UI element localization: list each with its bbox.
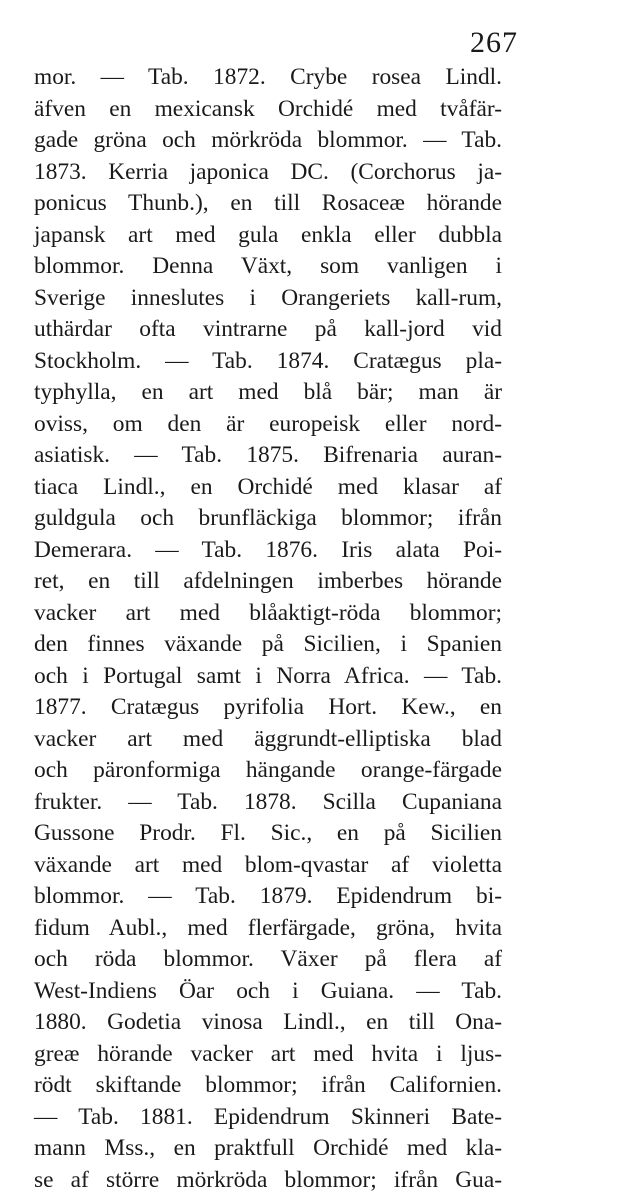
text-line: 1873. Kerria japonica DC. (Corchorus ja- [34, 157, 502, 189]
text-line: blommor. — Tab. 1879. Epidendrum bi- [34, 881, 502, 913]
text-line: växande art med blom-qvastar af violetta [34, 850, 502, 882]
text-line: vacker art med blåaktigt-röda blommor; [34, 598, 502, 630]
text-line: uthärdar ofta vintrarne på kall-jord vid [34, 314, 502, 346]
text-line: vacker art med äggrundt-elliptiska blad [34, 724, 502, 756]
text-line: äfven en mexicansk Orchidé med tvåfär- [34, 94, 502, 126]
text-line: greæ hörande vacker art med hvita i ljus- [34, 1039, 502, 1071]
text-line: och i Portugal samt i Norra Africa. — Tab. [34, 661, 502, 693]
text-line: tiaca Lindl., en Orchidé med klasar af [34, 472, 502, 504]
text-line: mann Mss., en praktfull Orchidé med kla- [34, 1133, 502, 1165]
text-line: och päronformiga hängande orange-färgade [34, 755, 502, 787]
text-line: guldgula och brunfläckiga blommor; ifrån [34, 503, 502, 535]
text-line: den finnes växande på Sicilien, i Spanien [34, 629, 502, 661]
body-text [34, 62, 502, 1196]
page-number: 267 [470, 26, 518, 60]
text-line: typhylla, en art med blå bär; man är [34, 377, 502, 409]
text-line: 1880. Godetia vinosa Lindl., en till Ona- [34, 1007, 502, 1039]
text-line: gade gröna och mörkröda blommor. — Tab. [34, 125, 502, 157]
text-line: japansk art med gula enkla eller dubbla [34, 220, 502, 252]
text-line: asiatisk. — Tab. 1875. Bifrenaria auran- [34, 440, 502, 472]
text-line: ponicus Thunb.), en till Rosaceæ hörande [34, 188, 502, 220]
text-line: Sverige inneslutes i Orangeriets kall-rum, [34, 283, 502, 315]
text-line: se af större mörkröda blommor; ifrån Gua- [34, 1165, 502, 1196]
text-line: och röda blommor. Växer på flera af [34, 944, 502, 976]
text-line: — Tab. 1881. Epidendrum Skinneri Bate- [34, 1102, 502, 1134]
text-line: ret, en till afdelningen imberbes hörande [34, 566, 502, 598]
text-line: blommor. Denna Växt, som vanligen i [34, 251, 502, 283]
text-line: oviss, om den är europeisk eller nord- [34, 409, 502, 441]
text-line: rödt skiftande blommor; ifrån Californien. [34, 1070, 502, 1102]
text-line: Gussone Prodr. Fl. Sic., en på Sicilien [34, 818, 502, 850]
text-line: mor. — Tab. 1872. Crybe rosea Lindl. [34, 62, 502, 94]
text-line: Demerara. — Tab. 1876. Iris alata Poi- [34, 535, 502, 567]
text-line: frukter. — Tab. 1878. Scilla Cupaniana [34, 787, 502, 819]
text-line: West-Indiens Öar och i Guiana. — Tab. [34, 976, 502, 1008]
text-line: fidum Aubl., med flerfärgade, gröna, hvita [34, 913, 502, 945]
text-line: 1877. Cratægus pyrifolia Hort. Kew., en [34, 692, 502, 724]
text-line: Stockholm. — Tab. 1874. Cratægus pla- [34, 346, 502, 378]
